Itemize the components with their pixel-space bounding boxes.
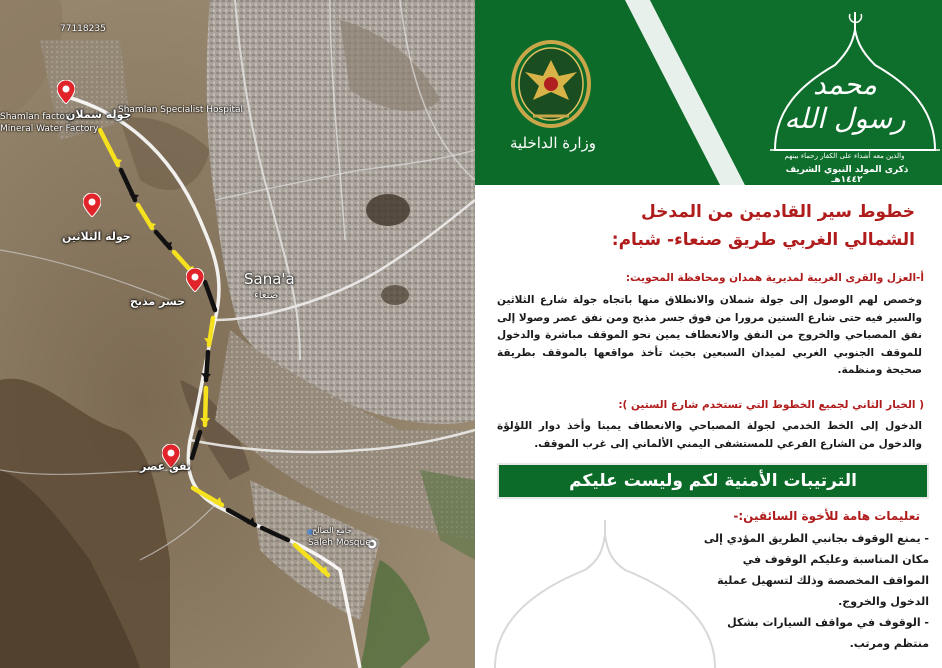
eagle-emblem-icon <box>503 38 599 130</box>
instruction-item: - الوقوف في مواقف السيارات بشكل منتظم ومرتب. <box>727 616 929 650</box>
ministry-name: وزارة الداخلية <box>509 134 597 152</box>
map-label-city: Sana'a <box>244 270 295 288</box>
security-banner: الترتيبات الأمنية لكم وليست عليكم <box>497 463 929 499</box>
checkpoint-label-madhbah: جسر مذبح <box>130 295 186 308</box>
location-pin-icon[interactable] <box>186 268 204 292</box>
location-pin-icon[interactable] <box>57 80 75 104</box>
title-line-1: خطوط سير القادمين من المدخل <box>640 202 915 222</box>
checkpoint-label-asr: نفق عصر <box>140 460 191 473</box>
instructions-box <box>497 528 929 668</box>
info-panel <box>475 0 942 668</box>
option-two-body: الدخول إلى الخط الخدمي لجولة المصباحي والانعطاف يمينا وأخذ دوار اللؤلؤة والدخول من الشارع الفرعي للمستشفى اليمني الألماني إلى غرب الموقف. <box>497 420 922 450</box>
calligraphy-text: محمد رسول الله <box>784 68 906 135</box>
header-banner <box>475 0 942 185</box>
map-label-mosque-arabic: جامع الصالح <box>312 526 353 535</box>
muhammad-calligraphy <box>775 68 915 138</box>
map-label-city-arabic: صنعاء <box>254 290 279 301</box>
occasion-title: ذكرى المولد النبوي الشريف ١٤٤٢هـ <box>785 165 909 185</box>
map-label-shamlan-factory: Shamlan factory <box>0 112 74 122</box>
title-line-2: الشمالي الغربي طريق صنعاء- شبام: <box>611 230 915 250</box>
map-label-mosque: Saleh Mosque <box>308 538 371 548</box>
section-a-heading: أ-العزل والقرى الغربية لمديرية همدان ومحافظة المحويت: <box>625 272 924 284</box>
map-label-hospital: Shamlan Specialist Hospital <box>118 105 244 115</box>
map-phone-label: 77118235 <box>60 24 106 34</box>
checkpoint-label-thalathin: جولة الثلاثين <box>62 230 131 243</box>
page-title <box>515 198 915 254</box>
instruction-item: - يمنع الوقوف بجانبي الطريق المؤدي إلى مكان المناسبة وعليكم الوقوف في المواقف المخصصة وذلك لتسهيل عملية الدخول والخروج. <box>703 532 929 608</box>
instructions-title: تعليمات هامة للأخوة السائقين:- <box>733 509 920 523</box>
section-a-body: وخصص لهم الوصول إلى جولة شملان والانطلاق منها باتجاه جولة شارع الثلاثين والسير فيه حتى شارع الستين مرورا من فوق جسر مذبح ومن نفق عصر وصولا إلى نفق المصباحي والخروج من النفق والانعطاف يمين نحو الموقف مباشرة والدخول للموقف الجنوبي الغربي لميدان السبعين بحيث تأخذ مواقعها بالموقف بطريقة صحيحة ومنظمة. <box>497 294 922 376</box>
map-label-water-factory: Mineral Water Factory <box>0 124 99 134</box>
option-two-heading: ( الخيار الثاني لجميع الخطوط التي تستخدم شارع الستين ): <box>618 399 924 411</box>
checkpoint-label-shamlan: جولة شملان <box>66 108 132 121</box>
location-pin-icon[interactable] <box>83 193 101 217</box>
quran-verse: والذين معه أشداء على الكفار رحماء بينهم <box>784 152 905 160</box>
